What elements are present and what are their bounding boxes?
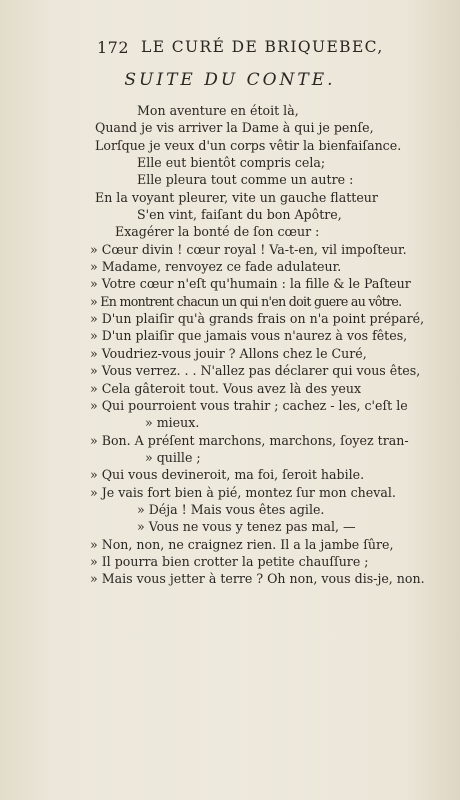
verse-block [0, 102, 460, 588]
verse-line: » quille ; [145, 449, 201, 465]
verse-line: » D'un plaiſir que jamais vous n'aurez à vos fêtes, [90, 328, 408, 344]
verse-line: » Vous verrez. . . N'allez pas déclarer qui vous êtes, [90, 363, 421, 379]
verse-line: » Votre cœur n'eſt qu'humain : la fille & le Paſteur [90, 276, 411, 292]
verse-line: » Non, non, ne craignez rien. Il a la jambe ſûre, [90, 536, 394, 552]
verse-line: » D'un plaiſir qu'à grands frais on n'a point préparé, [90, 311, 425, 327]
verse-line: » Vous ne vous y tenez pas mal, — [137, 519, 356, 535]
page-number: 172 [97, 38, 130, 57]
running-title: LE CURÉ DE BRIQUEBEC, [141, 38, 384, 56]
verse-line: Quand je vis arriver la Dame à qui je penſe, [95, 120, 374, 136]
verse-line: Elle eut bientôt compris cela; [137, 155, 326, 171]
verse-line: » En montrent chacun un qui n'en doit guere au vôtre. [90, 293, 402, 309]
verse-line: Elle pleura tout comme un autre : [137, 172, 354, 188]
verse-line: » Je vais fort bien à pié, montez ſur mon cheval. [90, 484, 396, 500]
verse-line: Lorſque je veux d'un corps vêtir la bienfaiſance. [95, 137, 402, 153]
verse-line: » Cela gâteroit tout. Vous avez là des yeux [90, 380, 362, 396]
verse-line: » Voudriez-vous jouir ? Allons chez le Curé, [90, 345, 367, 361]
verse-line: En la voyant pleurer, vite un gauche flatteur [95, 189, 378, 205]
verse-line: » Qui pourroient vous trahir ; cachez - les, c'eſt le [90, 397, 408, 413]
verse-line: » Madame, renvoyez ce fade adulateur. [90, 259, 342, 275]
verse-line: » Il pourra bien crotter la petite chauſſure ; [90, 553, 369, 569]
verse-line: » Cœur divin ! cœur royal ! Va-t-en, vil impoſteur. [90, 241, 407, 257]
verse-line: » Mais vous jetter à terre ? Oh non, vous dis-je, non. [90, 571, 425, 587]
verse-line: Exagérer la bonté de ſon cœur : [115, 224, 320, 240]
page-header [97, 38, 417, 57]
verse-line: Mon aventure en étoit là, [137, 103, 299, 118]
verse-line: » Déja ! Mais vous êtes agile. [137, 501, 325, 517]
verse-line: S'en vint, faiſant du bon Apôtre, [137, 207, 342, 223]
verse-line: » Bon. A préſent marchons, marchons, ſoyez tran- [90, 432, 409, 448]
verse-line: » mieux. [145, 415, 200, 431]
section-title: SUITE DU CONTE. [124, 70, 336, 90]
verse-line: » Qui vous devineroit, ma foi, ſeroit habile. [90, 467, 365, 483]
